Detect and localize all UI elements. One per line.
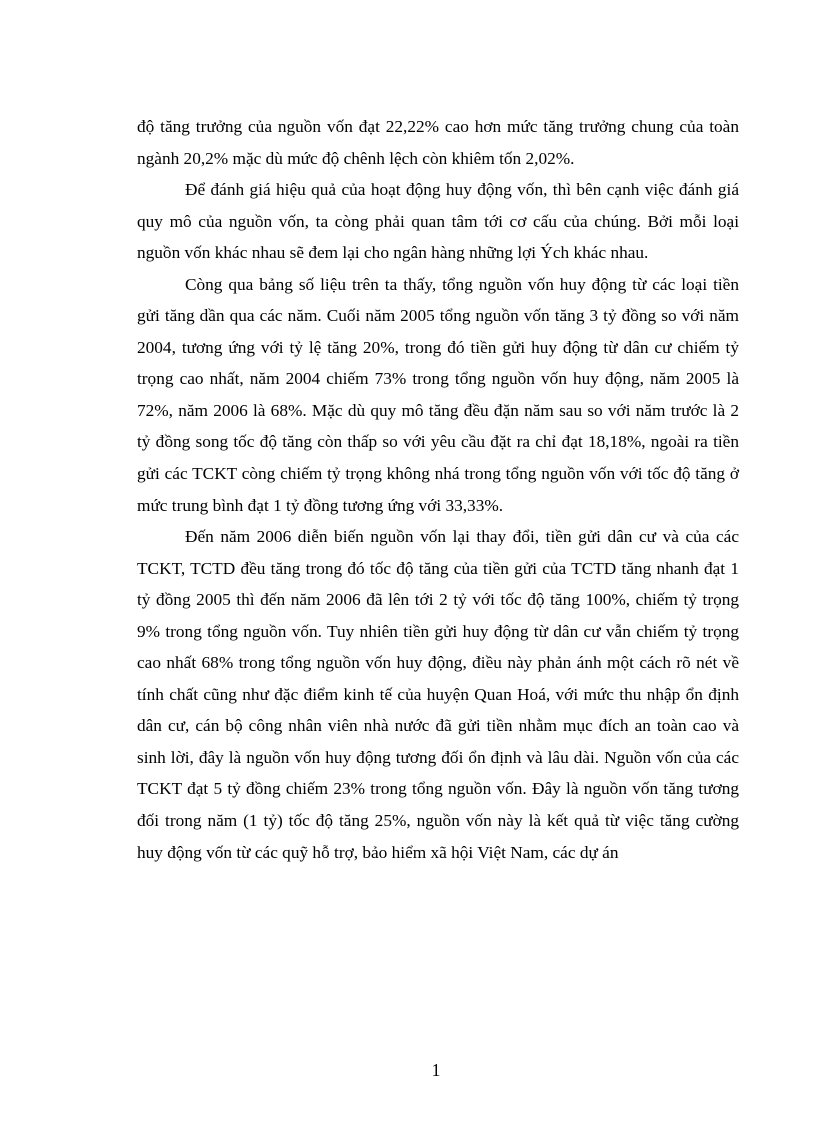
paragraph-2: Để đánh giá hiệu quả của hoạt động huy động vốn, thì bên cạnh việc đánh giá quy mô của nguồn vốn, ta còng phải quan tâm tới cơ cấu của chúng. Bởi mỗi loại nguồn vốn khác nhau sẽ đem lại cho ngân hàng những lợi Ých khác nhau. bbox=[137, 180, 739, 263]
paragraph-1: độ tăng trưởng của nguồn vốn đạt 22,22% cao hơn mức tăng trưởng chung của toàn ngành 20,2% mặc dù mức độ chênh lệch còn khiêm tốn 2,02%. bbox=[137, 117, 739, 168]
paragraph-4: Đến năm 2006 diễn biến nguồn vốn lại thay đổi, tiền gửi dân cư và của các TCKT, TCTD đều tăng trong đó tốc độ tăng của tiền gửi của TCTD tăng nhanh đạt 1 tỷ đồng 2005 thì đến năm 2006 đã lên tới 2 tỷ với tốc độ tăng 100%, chiếm tỷ trọng 9% trong tổng nguồn vốn. Tuy nhiên tiền gửi huy động từ dân cư vẫn chiếm tỷ trọng cao nhất 68% trong tổng nguồn vốn huy động, điều này phản ánh một cách rõ nét về tính chất cũng như đặc điểm kinh tế của huyện Quan Hoá, với mức thu nhập ổn định dân cư, cán bộ công nhân viên nhà nước đã gửi tiền nhằm mục đích an toàn cao và sinh lời, đây là nguồn vốn huy động tương đối ổn định và lâu dài. Nguồn vốn của các TCKT đạt 5 tỷ đồng chiếm 23% trong tổng nguồn vốn. Đây là nguồn vốn tăng tương đối trong năm (1 tỷ) tốc độ tăng 25%, nguồn vốn này là kết quả từ việc tăng cường huy động vốn từ các quỹ hỗ trợ, bảo hiểm xã hội Việt Nam, các dự án bbox=[137, 527, 739, 862]
page-number: 1 bbox=[431, 1060, 441, 1080]
body-text bbox=[137, 111, 739, 868]
paragraph-3: Còng qua bảng số liệu trên ta thấy, tổng nguồn vốn huy động từ các loại tiền gửi tăng dần qua các năm. Cuối năm 2005 tổng nguồn vốn tăng 3 tỷ đồng so với năm 2004, tương ứng với tỷ lệ tăng 20%, trong đó tiền gửi huy động từ dân cư chiếm tỷ trọng cao nhất, năm 2004 chiếm 73% trong tổng nguồn vốn huy động, năm 2005 là 72%, năm 2006 là 68%. Mặc dù quy mô tăng đều đặn năm sau so với năm trước là 2 tỷ đồng song tốc độ tăng còn thấp so với yêu cầu đặt ra chỉ đạt 18,18%, ngoài ra tiền gửi các TCKT còng chiếm tỷ trọng không nhá trong tổng nguồn vốn với tốc độ tăng ở mức trung bình đạt 1 tỷ đồng tương ứng với 33,33%. bbox=[137, 274, 739, 515]
